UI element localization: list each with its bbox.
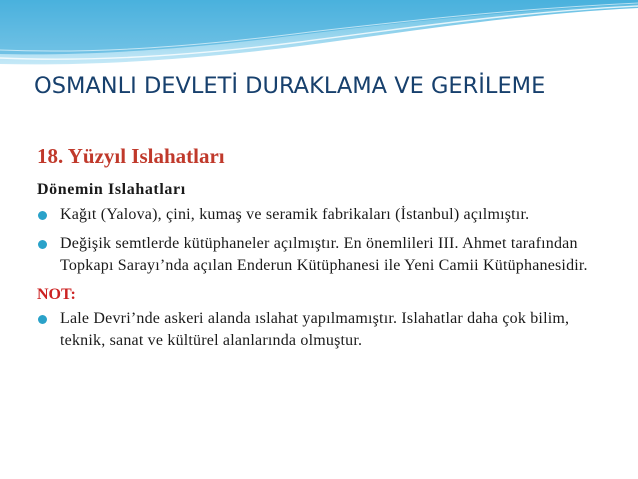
bullet-dot-icon	[38, 211, 47, 220]
list-item-text: Değişik semtlerde kütüphaneler açılmıştır. En önemlileri III. Ahmet tarafından Topkapı Sarayı’nda açılan Enderun Kütüphanesi ile Yeni Camii Kütüphanesidir.	[60, 234, 588, 274]
list-item	[37, 308, 617, 353]
header-wave-decoration	[0, 0, 638, 70]
section-heading: Dönemin Islahatları	[37, 181, 186, 198]
list-item	[37, 233, 617, 278]
list-item-text: Lale Devri’nde askeri alanda ıslahat yapılmamıştır. Islahatlar daha çok bilim, teknik, sanat ve kültürel alanlarında olmuştur.	[60, 309, 570, 349]
slide-title: OSMANLI DEVLETİ DURAKLAMA VE GERİLEME	[34, 73, 546, 99]
note-heading: NOT:	[37, 285, 76, 303]
bullet-dot-icon	[38, 240, 47, 249]
reform-list	[37, 204, 617, 278]
note-list	[37, 308, 617, 353]
bullet-dot-icon	[38, 315, 47, 324]
list-item	[37, 204, 617, 227]
slide-content	[37, 143, 617, 359]
slide-subtitle: 18. Yüzyıl Islahatları	[37, 144, 225, 168]
list-item-text: Kağıt (Yalova), çini, kumaş ve seramik fabrikaları (İstanbul) açılmıştır.	[60, 206, 530, 223]
